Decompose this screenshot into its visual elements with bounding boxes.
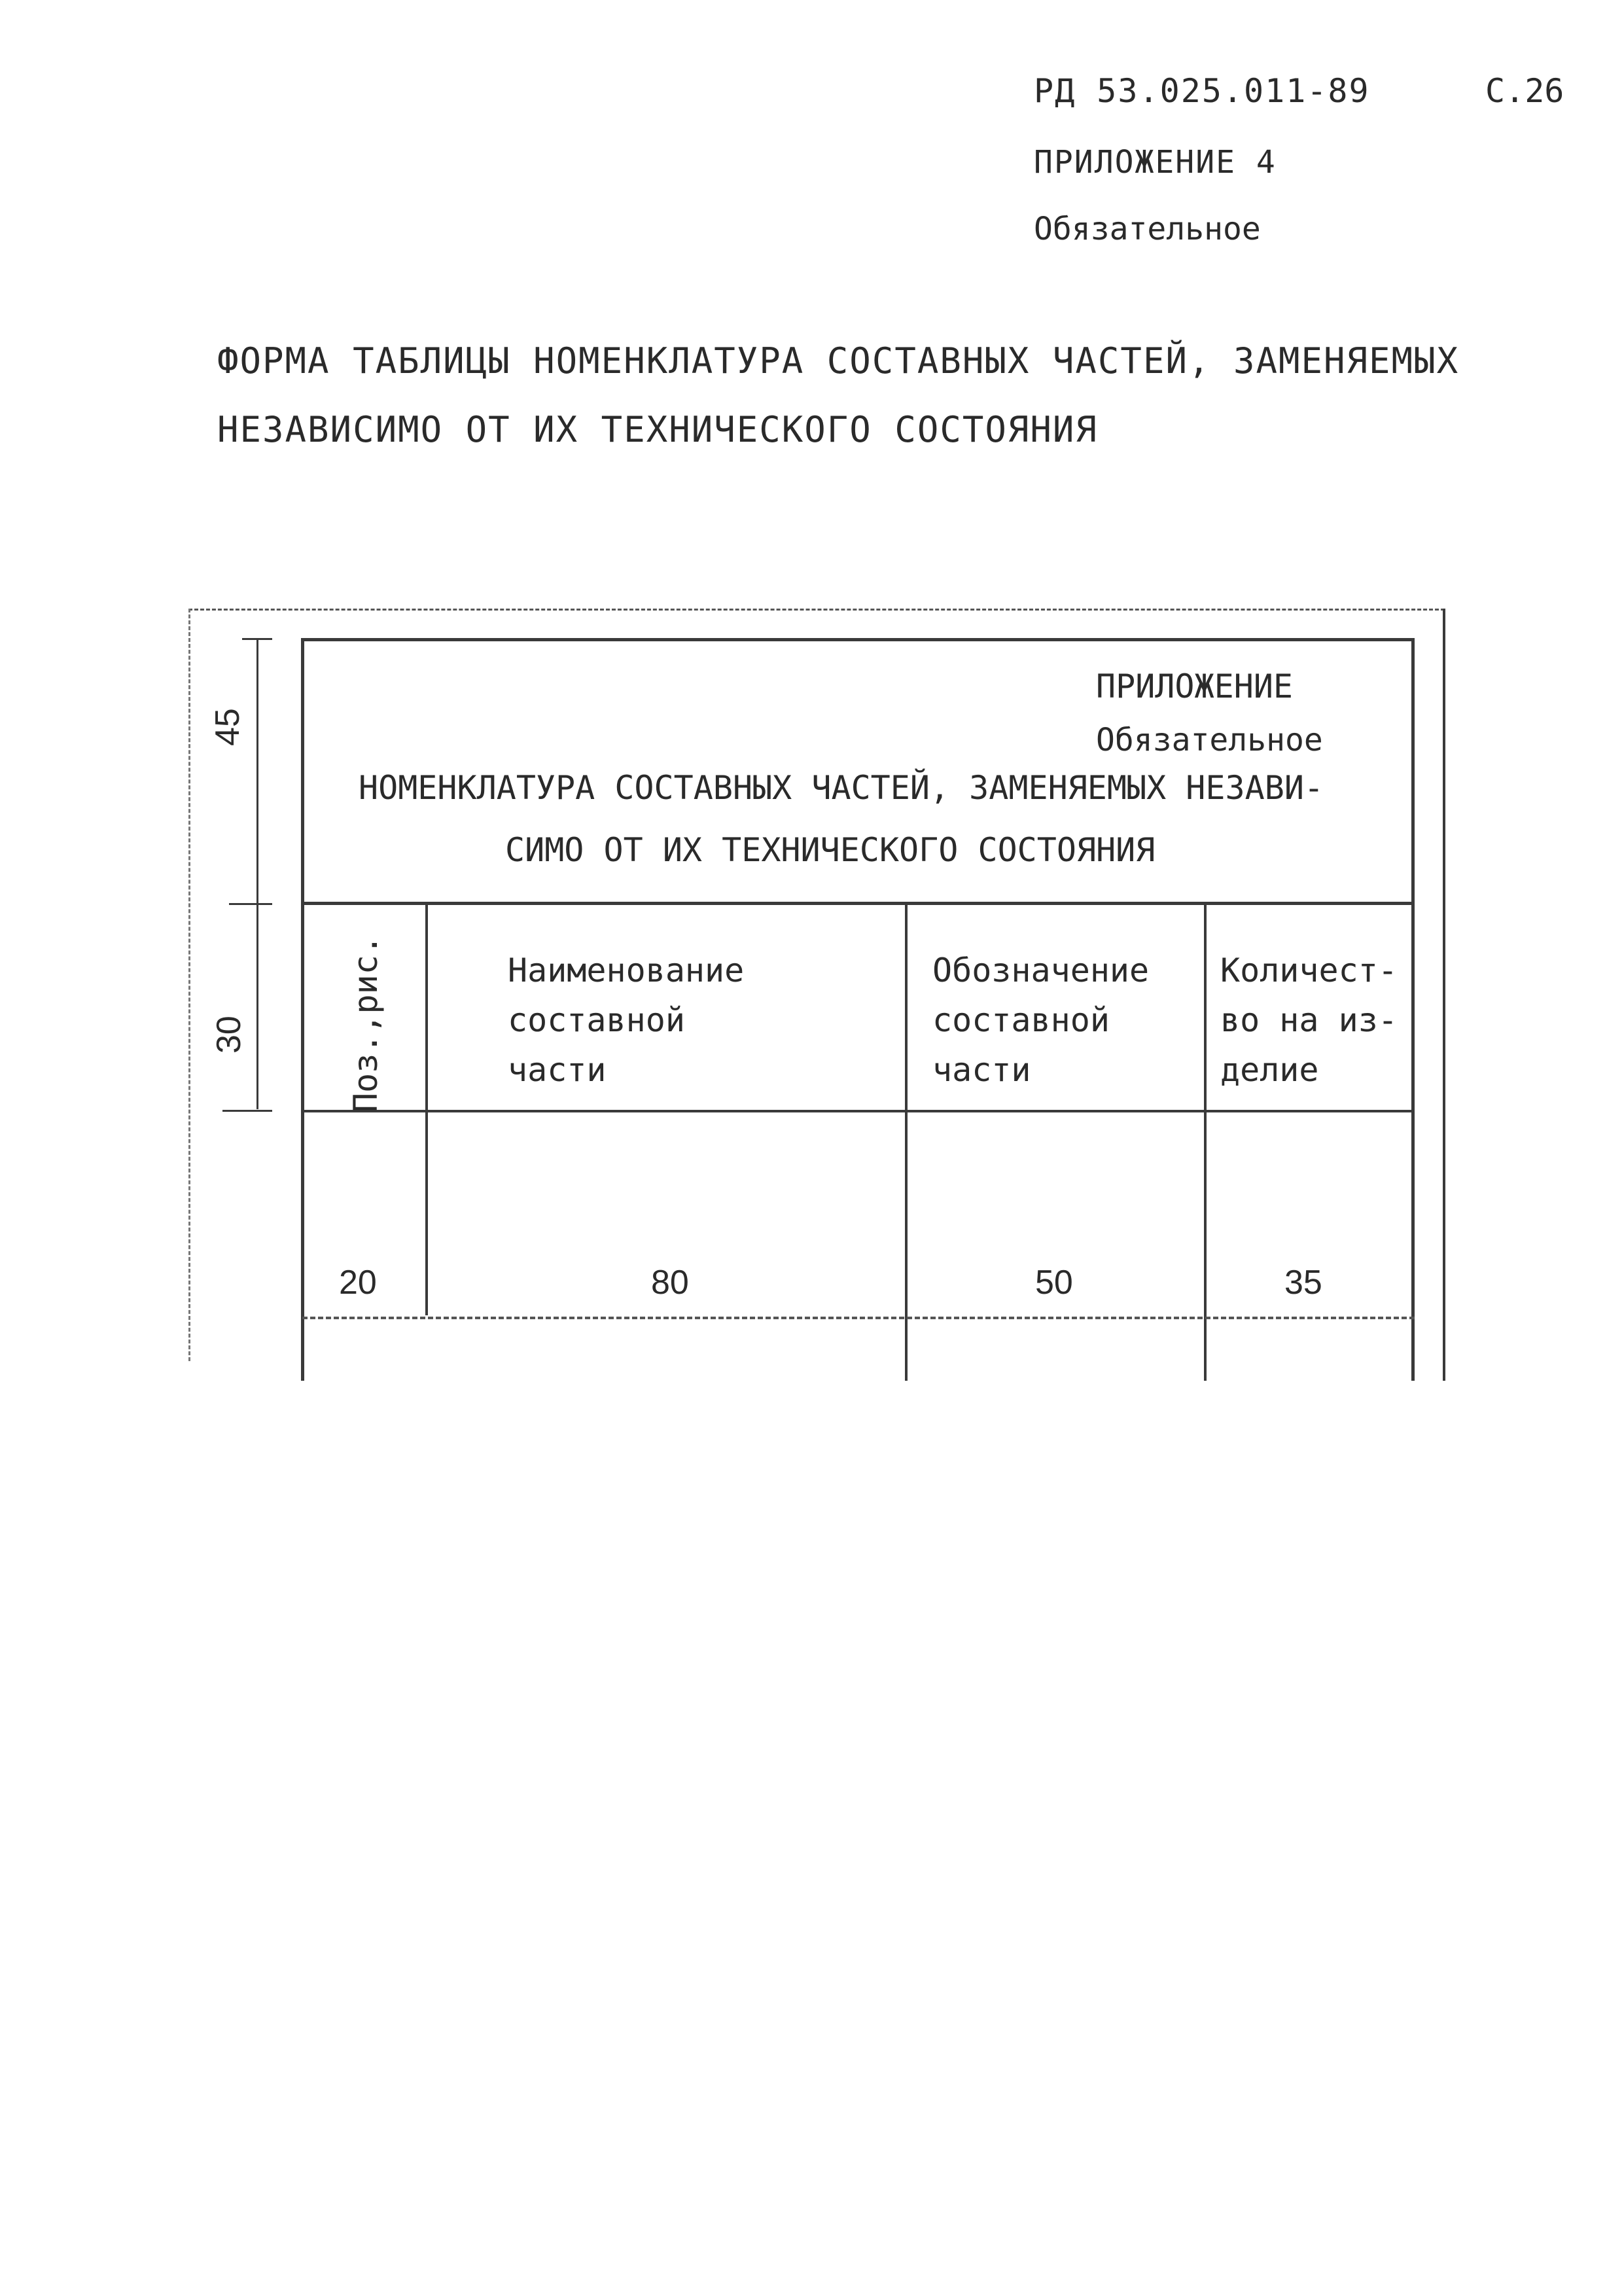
document-code: РД 53.025.011-89	[1034, 72, 1370, 110]
appendix-kind: Обязательное	[1034, 211, 1261, 247]
form-appendix-label: ПРИЛОЖЕНИЕ	[1096, 667, 1294, 705]
outer-frame-right	[1443, 609, 1445, 1381]
form-appendix-kind: Обязательное	[1096, 722, 1323, 758]
form-heading-line-1: НОМЕНКЛАТУРА СОСТАВНЫХ ЧАСТЕЙ, ЗАМЕНЯЕМЫХ НЕЗАВИ-	[359, 769, 1324, 807]
column-separator-2	[905, 903, 908, 1381]
dimension-col-4: 35	[1284, 1264, 1322, 1302]
appendix-label: ПРИЛОЖЕНИЕ 4	[1034, 144, 1277, 181]
dim-tick-middle	[229, 903, 272, 905]
dim-tick-top	[242, 638, 272, 640]
outer-frame-top	[188, 609, 1445, 611]
table-left-border	[301, 638, 304, 1381]
dimension-col-3: 50	[1035, 1264, 1073, 1302]
table-right-border	[1411, 638, 1415, 1381]
dim-tick-bottom	[222, 1110, 272, 1112]
dimension-col-1: 20	[339, 1264, 377, 1302]
dimension-col-2: 80	[651, 1264, 689, 1302]
page-title-line-1: ФОРМА ТАБЛИЦЫ НОМЕНКЛАТУРА СОСТАВНЫХ ЧАСТЕЙ, ЗАМЕНЯЕМЫХ	[217, 340, 1460, 382]
column-header-name: Наименование составной части	[508, 951, 745, 1089]
column-header-quantity: Количест- во на из- делие	[1220, 951, 1398, 1089]
column-header-bottom-border	[302, 1110, 1415, 1112]
outer-frame-left	[188, 609, 190, 1361]
page-number: С.26	[1485, 72, 1564, 110]
column-separator-1	[425, 903, 428, 1315]
header-bottom-border	[302, 902, 1415, 905]
dimension-columns-height: 30	[210, 1016, 248, 1054]
column-separator-3	[1204, 903, 1207, 1381]
dim-line-vertical	[256, 638, 258, 1109]
page-title-line-2: НЕЗАВИСИМО ОТ ИХ ТЕХНИЧЕСКОГО СОСТОЯНИЯ	[217, 409, 1098, 450]
column-header-designation: Обозначение составной части	[932, 951, 1150, 1089]
dim-line-horizontal	[302, 1317, 1415, 1319]
form-heading-line-2: СИМО ОТ ИХ ТЕХНИЧЕСКОГО СОСТОЯНИЯ	[505, 831, 1156, 869]
column-header-position: Поз.,рис.	[347, 935, 385, 1112]
dimension-header-height: 45	[209, 708, 247, 746]
table-top-border	[302, 638, 1415, 641]
